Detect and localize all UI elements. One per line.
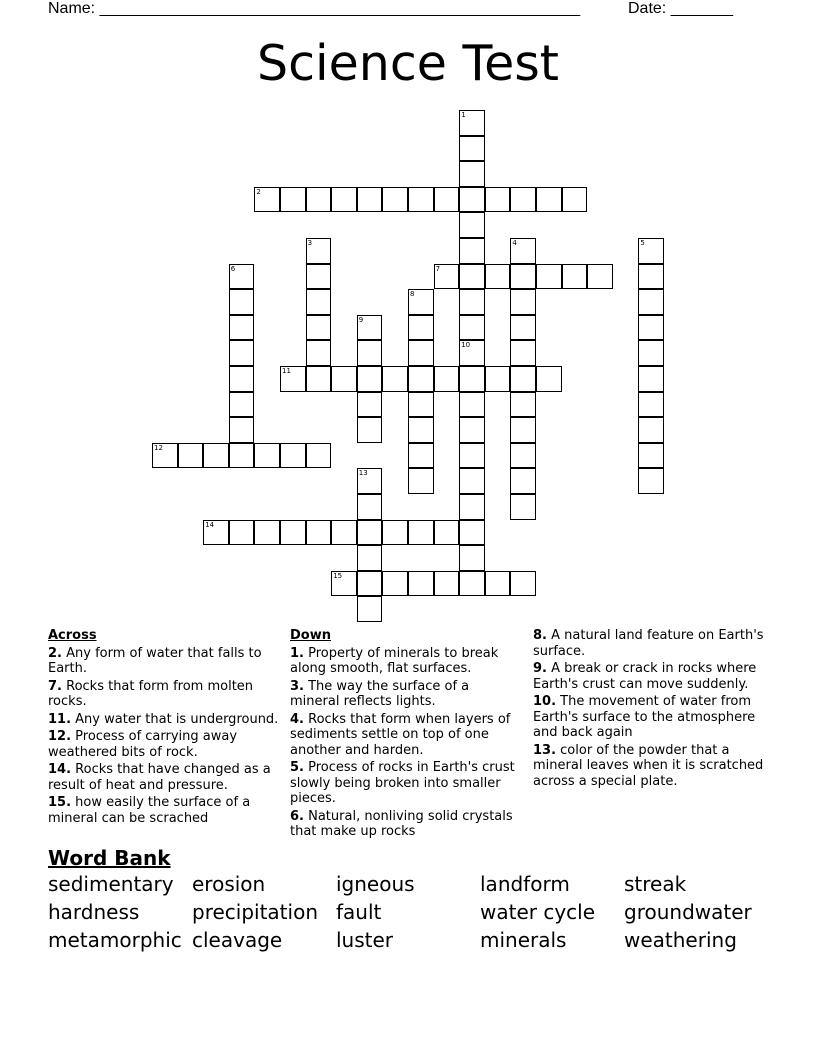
crossword-cell[interactable]: [152, 443, 178, 469]
crossword-cell[interactable]: [382, 520, 408, 546]
word-bank-item: water cycle: [480, 900, 596, 924]
crossword-cell[interactable]: [357, 520, 383, 546]
crossword-cell[interactable]: [638, 340, 664, 366]
word-bank-item: precipitation: [192, 900, 318, 924]
crossword-cell[interactable]: [638, 366, 664, 392]
clue-number-label: 11.: [48, 711, 72, 727]
clue-number: 6: [230, 264, 236, 273]
crossword-cell[interactable]: [434, 571, 460, 597]
crossword-cell[interactable]: [434, 264, 460, 290]
clue-text: Property of minerals to break along smooth, flat surfaces.: [290, 645, 499, 676]
clue-number: 14: [205, 520, 215, 529]
crossword-cell[interactable]: [408, 392, 434, 418]
crossword-cell[interactable]: [459, 136, 485, 162]
crossword-cell[interactable]: [459, 315, 485, 341]
crossword-cell[interactable]: [306, 366, 332, 392]
crossword-cell[interactable]: [280, 366, 306, 392]
crossword-cell[interactable]: [459, 289, 485, 315]
name-field-label: Name: ______________________________________________________: [48, 0, 581, 17]
crossword-cell[interactable]: [638, 468, 664, 494]
crossword-cell[interactable]: [229, 417, 255, 443]
crossword-cell[interactable]: [536, 264, 562, 290]
crossword-cell[interactable]: [331, 520, 357, 546]
word-bank-item: groundwater: [624, 900, 752, 924]
crossword-cell[interactable]: [638, 392, 664, 418]
word-bank-item: minerals: [480, 928, 567, 952]
word-bank-item: metamorphic: [48, 928, 182, 952]
crossword-cell[interactable]: [382, 187, 408, 213]
down-clue: [290, 679, 522, 710]
word-bank-item: igneous: [336, 872, 415, 896]
down-clue: [533, 743, 765, 790]
clue-text: how easily the surface of a mineral can be scrached: [48, 795, 251, 826]
crossword-cell[interactable]: [510, 443, 536, 469]
crossword-cell[interactable]: [331, 571, 357, 597]
across-heading: Across: [48, 628, 97, 643]
across-clue: [48, 712, 280, 728]
crossword-cell[interactable]: [587, 264, 613, 290]
crossword-cell[interactable]: [459, 443, 485, 469]
crossword-cell[interactable]: [280, 520, 306, 546]
crossword-cell[interactable]: [638, 315, 664, 341]
clue-number: 10: [461, 341, 471, 350]
word-bank-item: cleavage: [192, 928, 283, 952]
crossword-cell[interactable]: [357, 596, 383, 622]
word-bank-item: weathering: [624, 928, 737, 952]
word-bank-item: sedimentary: [48, 872, 174, 896]
clue-text: Process of rocks in Earth's crust slowly being broken into smaller pieces.: [290, 760, 515, 806]
clue-number-label: 13.: [533, 742, 557, 758]
crossword-cell[interactable]: [306, 315, 332, 341]
crossword-cell[interactable]: [459, 392, 485, 418]
clue-text: The movement of water from Earth's surface to the atmosphere and back again: [533, 694, 756, 740]
crossword-cell[interactable]: [459, 238, 485, 264]
clue-text: Any water that is underground.: [71, 711, 279, 727]
crossword-cell[interactable]: [408, 571, 434, 597]
crossword-cell[interactable]: [382, 366, 408, 392]
crossword-cell[interactable]: [306, 289, 332, 315]
crossword-cell[interactable]: [408, 443, 434, 469]
crossword-cell[interactable]: [357, 545, 383, 571]
down-clue: [290, 809, 522, 840]
down-heading: Down: [290, 628, 331, 643]
crossword-cell[interactable]: [280, 443, 306, 469]
clue-number: 4: [512, 239, 517, 247]
crossword-cell[interactable]: [408, 468, 434, 494]
clue-number-label: 2.: [48, 645, 62, 661]
clue-number-label: 9.: [533, 661, 547, 676]
crossword-cell[interactable]: [408, 289, 434, 315]
crossword-cell[interactable]: [357, 494, 383, 520]
crossword-cell[interactable]: [357, 392, 383, 418]
word-bank-title: Word Bank: [48, 846, 171, 870]
crossword-cell[interactable]: [459, 187, 485, 213]
clue-number-label: 6.: [290, 808, 304, 824]
crossword-cell[interactable]: [434, 366, 460, 392]
clue-text: Process of carrying away weathered bits of rock.: [48, 729, 238, 760]
clue-text: Rocks that form from molten rocks.: [48, 678, 254, 709]
crossword-cell[interactable]: [510, 315, 536, 341]
crossword-cell[interactable]: [357, 315, 383, 341]
crossword-cell[interactable]: [459, 110, 485, 136]
clue-number: 9: [358, 315, 364, 324]
across-clues: [48, 628, 280, 828]
page-title: Science Test: [256, 35, 559, 92]
crossword-cell[interactable]: [408, 187, 434, 213]
crossword-cell[interactable]: [510, 264, 536, 290]
crossword-cell[interactable]: [638, 289, 664, 315]
clue-text: A natural land feature on Earth's surface.: [533, 628, 764, 659]
clue-number: 5: [640, 239, 645, 247]
crossword-cell[interactable]: [510, 340, 536, 366]
crossword-cell[interactable]: [331, 366, 357, 392]
crossword-cell[interactable]: [562, 187, 588, 213]
crossword-cell[interactable]: [510, 468, 536, 494]
crossword-cell[interactable]: [178, 443, 204, 469]
clue-text: Rocks that form when layers of sediments settle on top of one another and harden.: [290, 711, 511, 758]
crossword-cell[interactable]: [459, 417, 485, 443]
clue-text: Natural, nonliving solid crystals that make up rocks: [290, 808, 513, 839]
clue-number-label: 3.: [290, 678, 304, 694]
clue-number: 3: [307, 239, 313, 247]
crossword-cell[interactable]: [229, 392, 255, 418]
crossword-cell[interactable]: [306, 520, 332, 546]
clue-number-label: 10.: [533, 694, 557, 709]
crossword-cell[interactable]: [357, 187, 383, 213]
crossword-cell[interactable]: [459, 340, 485, 366]
crossword-cell[interactable]: [459, 212, 485, 238]
across-clue: [48, 762, 280, 793]
clue-text: A break or crack in rocks where Earth's crust can move suddenly.: [533, 661, 757, 692]
clue-number: 8: [410, 290, 415, 299]
crossword-cell[interactable]: [459, 545, 485, 571]
clue-text: The way the surface of a mineral reflects lights.: [290, 678, 470, 709]
crossword-cell[interactable]: [459, 520, 485, 546]
crossword-cell[interactable]: [459, 161, 485, 187]
crossword-cell[interactable]: [408, 366, 434, 392]
down-clues: [290, 628, 522, 842]
crossword-cell[interactable]: [306, 238, 332, 264]
down-clue: [533, 661, 765, 692]
clue-number: 11: [282, 367, 291, 375]
clue-number: 15: [333, 571, 343, 580]
clue-number: 2: [256, 187, 261, 196]
crossword-cell[interactable]: [510, 289, 536, 315]
crossword-cell[interactable]: [459, 366, 485, 392]
word-bank-item: erosion: [192, 872, 266, 896]
clue-text: Rocks that have changed as a result of heat and pressure.: [48, 762, 271, 793]
crossword-cell[interactable]: [638, 238, 664, 264]
clue-number-label: 8.: [533, 628, 547, 643]
crossword-cell[interactable]: [638, 417, 664, 443]
word-bank-item: landform: [480, 872, 570, 896]
crossword-cell[interactable]: [203, 443, 229, 469]
crossword-cell[interactable]: [408, 520, 434, 546]
word-bank-item: fault: [336, 900, 382, 924]
clue-number: 1: [461, 111, 466, 119]
crossword-cell[interactable]: [357, 468, 383, 494]
across-clue: [48, 679, 280, 710]
crossword-cell[interactable]: [459, 494, 485, 520]
crossword-cell[interactable]: [485, 187, 511, 213]
crossword-cell[interactable]: [357, 571, 383, 597]
crossword-cell[interactable]: [306, 264, 332, 290]
crossword-cell[interactable]: [562, 264, 588, 290]
crossword-cell[interactable]: [306, 187, 332, 213]
word-bank-item: luster: [336, 928, 394, 952]
crossword-cell[interactable]: [510, 187, 536, 213]
crossword-cell[interactable]: [510, 417, 536, 443]
crossword-cell[interactable]: [229, 340, 255, 366]
crossword-cell[interactable]: [357, 417, 383, 443]
down-clue: [290, 712, 522, 759]
crossword-cell[interactable]: [306, 340, 332, 366]
date-field-label: Date: _______: [628, 0, 733, 17]
crossword-cell[interactable]: [434, 520, 460, 546]
crossword-cell[interactable]: [229, 315, 255, 341]
clue-text: Any form of water that falls to Earth.: [48, 645, 262, 676]
crossword-cell[interactable]: [536, 366, 562, 392]
crossword-cell[interactable]: [408, 340, 434, 366]
crossword-cell[interactable]: [408, 315, 434, 341]
clue-number: 12: [154, 443, 163, 452]
down-clue: [533, 694, 765, 741]
clue-number: 7: [435, 264, 441, 273]
crossword-cell[interactable]: [357, 366, 383, 392]
crossword-cell[interactable]: [408, 417, 434, 443]
down-clue: [290, 646, 522, 677]
crossword-cell[interactable]: [229, 443, 255, 469]
crossword-cell[interactable]: [357, 340, 383, 366]
crossword-cell[interactable]: [485, 264, 511, 290]
crossword-cell[interactable]: [306, 443, 332, 469]
crossword-cell[interactable]: [229, 289, 255, 315]
crossword-cell[interactable]: [382, 571, 408, 597]
clue-number-label: 15.: [48, 795, 72, 810]
clue-number-label: 1.: [290, 645, 304, 661]
crossword-cell[interactable]: [229, 520, 255, 546]
clue-number-label: 12.: [48, 729, 72, 744]
crossword-cell[interactable]: [510, 238, 536, 264]
crossword-cell[interactable]: [510, 366, 536, 392]
clue-number: 13: [358, 469, 368, 478]
crossword-cell[interactable]: [510, 392, 536, 418]
crossword-cell[interactable]: [459, 264, 485, 290]
crossword-cell[interactable]: [331, 187, 357, 213]
clue-number-label: 5.: [290, 760, 304, 775]
crossword-cell[interactable]: [638, 264, 664, 290]
crossword-cell[interactable]: [254, 520, 280, 546]
crossword-cell[interactable]: [510, 571, 536, 597]
word-bank-item: hardness: [48, 900, 140, 924]
crossword-cell[interactable]: [638, 443, 664, 469]
across-clue: [48, 646, 280, 677]
crossword-cell[interactable]: [485, 571, 511, 597]
clue-text: color of the powder that a mineral leaves when it is scratched across a special plate.: [533, 742, 764, 789]
crossword-cell[interactable]: [229, 366, 255, 392]
down-clues-continued: [533, 628, 765, 791]
crossword-cell[interactable]: [434, 187, 460, 213]
crossword-cell[interactable]: [254, 443, 280, 469]
crossword-cell[interactable]: [254, 187, 280, 213]
crossword-cell[interactable]: [280, 187, 306, 213]
crossword-cell[interactable]: [229, 264, 255, 290]
down-clue: [290, 760, 522, 807]
crossword-cell[interactable]: [510, 494, 536, 520]
across-clue: [48, 795, 280, 826]
clue-number-label: 14.: [48, 762, 72, 777]
crossword-cell[interactable]: [536, 187, 562, 213]
across-clue: [48, 729, 280, 760]
crossword-cell[interactable]: [459, 468, 485, 494]
down-clue: [533, 628, 765, 659]
word-bank: [48, 872, 768, 953]
crossword-cell[interactable]: [203, 520, 229, 546]
crossword-cell[interactable]: [459, 571, 485, 597]
clue-number-label: 4.: [290, 711, 304, 727]
clue-number-label: 7.: [48, 678, 62, 694]
crossword-cell[interactable]: [485, 366, 511, 392]
word-bank-item: streak: [624, 872, 687, 896]
